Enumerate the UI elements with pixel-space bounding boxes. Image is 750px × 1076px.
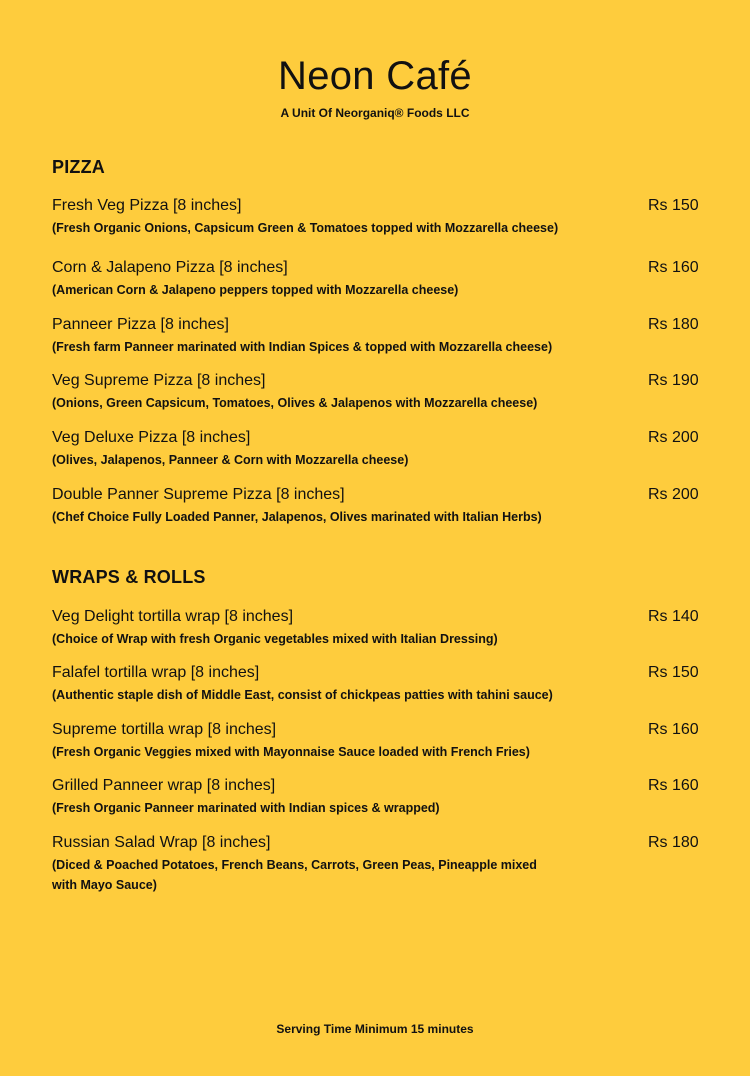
cafe-title: Neon Café: [278, 54, 472, 98]
item-name: Corn & Jalapeno Pizza [8 inches]: [52, 259, 288, 276]
menu-item: [52, 485, 702, 527]
item-description: (Fresh Organic Veggies mixed with Mayonnaise Sauce loaded with French Fries): [52, 745, 530, 759]
item-name: Fresh Veg Pizza [8 inches]: [52, 197, 242, 214]
item-name: Panneer Pizza [8 inches]: [52, 316, 229, 333]
menu-item: [52, 607, 702, 649]
menu-item: [52, 663, 702, 705]
item-description: (Chef Choice Fully Loaded Panner, Jalapenos, Olives marinated with Italian Herbs): [52, 510, 542, 524]
item-description: (Fresh Organic Panneer marinated with Indian spices & wrapped): [52, 801, 440, 815]
item-price: Rs 180: [648, 316, 699, 333]
menu-item: [52, 196, 702, 238]
item-description: (American Corn & Jalapeno peppers topped with Mozzarella cheese): [52, 283, 459, 297]
cafe-subtitle: A Unit Of Neorganiq® Foods LLC: [280, 106, 470, 120]
item-description: (Choice of Wrap with fresh Organic vegetables mixed with Italian Dressing): [52, 632, 498, 646]
item-name: Russian Salad Wrap [8 inches]: [52, 834, 271, 851]
item-name: Falafel tortilla wrap [8 inches]: [52, 664, 260, 681]
menu-item: [52, 315, 702, 357]
item-description: (Diced & Poached Potatoes, French Beans, Carrots, Green Peas, Pineapple mixed with Mayo Sauce): [52, 858, 537, 892]
item-name: Veg Deluxe Pizza [8 inches]: [52, 429, 251, 446]
section-title-pizza: PIZZA: [52, 157, 105, 177]
item-name: Double Panner Supreme Pizza [8 inches]: [52, 486, 345, 503]
item-price: Rs 140: [648, 608, 699, 625]
menu-item: [52, 833, 702, 895]
item-price: Rs 160: [648, 259, 699, 276]
menu-header: [0, 52, 750, 120]
item-price: Rs 190: [648, 372, 699, 389]
item-price: Rs 200: [648, 429, 699, 446]
item-description: (Olives, Jalapenos, Panneer & Corn with Mozzarella cheese): [52, 453, 409, 467]
item-description: (Authentic staple dish of Middle East, consist of chickpeas patties with tahini sauce): [52, 688, 553, 702]
item-description: (Onions, Green Capsicum, Tomatoes, Olives & Jalapenos with Mozzarella cheese): [52, 396, 538, 410]
serving-time-note: Serving Time Minimum 15 minutes: [276, 1022, 474, 1036]
section-title-wraps-rolls: WRAPS & ROLLS: [52, 567, 206, 587]
menu-item: [52, 371, 702, 413]
item-name: Veg Delight tortilla wrap [8 inches]: [52, 608, 294, 625]
item-description: (Fresh Organic Onions, Capsicum Green & Tomatoes topped with Mozzarella cheese): [52, 221, 559, 235]
item-name: Supreme tortilla wrap [8 inches]: [52, 721, 277, 738]
item-price: Rs 180: [648, 834, 699, 851]
item-price: Rs 150: [648, 664, 699, 681]
item-price: Rs 200: [648, 486, 699, 503]
item-name: Grilled Panneer wrap [8 inches]: [52, 777, 276, 794]
item-name: Veg Supreme Pizza [8 inches]: [52, 372, 266, 389]
menu-item: [52, 776, 702, 818]
menu-item: [52, 258, 702, 300]
menu-item: [52, 720, 702, 762]
item-price: Rs 160: [648, 721, 699, 738]
item-price: Rs 160: [648, 777, 699, 794]
item-price: Rs 150: [648, 197, 699, 214]
menu-item: [52, 428, 702, 470]
item-description: (Fresh farm Panneer marinated with Indian Spices & topped with Mozzarella cheese): [52, 340, 553, 354]
